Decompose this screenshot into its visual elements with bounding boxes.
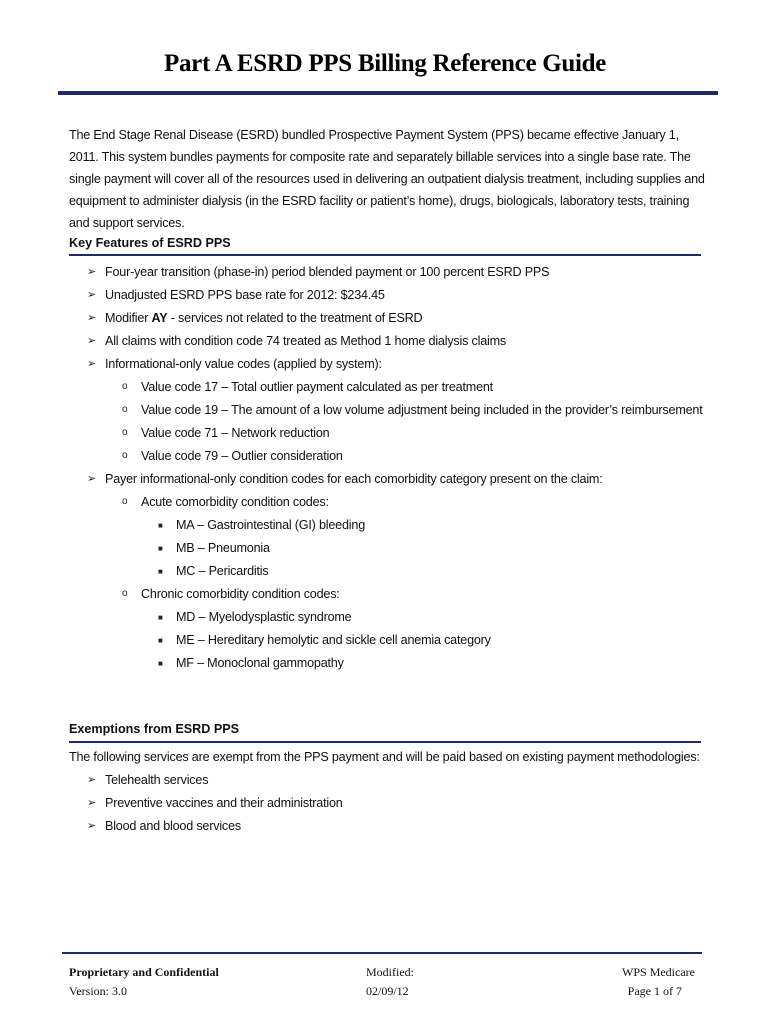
arrow-bullet-icon: ➢ [87, 774, 97, 786]
arrow-bullet-icon: ➢ [87, 358, 97, 370]
list-item [105, 310, 422, 326]
footer-modified-date: 02/09/12 [366, 984, 409, 998]
list-item: MC – Pericarditis [176, 564, 269, 578]
arrow-bullet-icon: ➢ [87, 797, 97, 809]
list-item: MD – Myelodysplastic syndrome [176, 610, 352, 624]
exemptions-heading: Exemptions from ESRD PPS [69, 722, 240, 736]
list-item: Value code 79 – Outlier consideration [141, 449, 343, 463]
square-bullet-icon: ■ [158, 521, 163, 530]
list-item: Acute comorbidity condition codes: [141, 495, 329, 509]
list-item: Four-year transition (phase-in) period blended payment or 100 percent ESRD PPS [105, 265, 550, 279]
key-features-divider [69, 254, 701, 256]
key-features-heading: Key Features of ESRD PPS [69, 236, 231, 250]
arrow-bullet-icon: ➢ [87, 312, 97, 324]
list-item: ME – Hereditary hemolytic and sickle cell anemia category [176, 633, 491, 647]
list-item: Value code 17 – Total outlier payment calculated as per treatment [141, 380, 493, 394]
arrow-bullet-icon: ➢ [87, 289, 97, 301]
exemptions-divider [69, 741, 701, 743]
circle-bullet-icon: o [122, 588, 128, 599]
list-item: Telehealth services [105, 773, 209, 787]
footer-page-number: Page 1 of 7 [627, 984, 682, 998]
circle-bullet-icon: o [122, 427, 128, 438]
circle-bullet-icon: o [122, 496, 128, 507]
modifier-prefix: Modifier [105, 311, 152, 325]
list-item: Value code 19 – The amount of a low volume adjustment being included in the provider’s reimbursement [141, 403, 703, 417]
list-item: Unadjusted ESRD PPS base rate for 2012: $234.45 [105, 288, 385, 302]
footer-version: Version: 3.0 [69, 984, 127, 998]
list-item: Informational-only value codes (applied by system): [105, 357, 382, 371]
list-item: Payer informational-only condition codes for each comorbidity category present on the claim: [105, 472, 603, 486]
square-bullet-icon: ■ [158, 636, 163, 645]
title-divider [58, 91, 718, 95]
modifier-suffix: - services not related to the treatment of ESRD [167, 311, 423, 325]
modifier-code: AY [151, 311, 168, 325]
square-bullet-icon: ■ [158, 613, 163, 622]
square-bullet-icon: ■ [158, 659, 163, 668]
list-item: Value code 71 – Network reduction [141, 426, 330, 440]
list-item: MA – Gastrointestinal (GI) bleeding [176, 518, 365, 532]
arrow-bullet-icon: ➢ [87, 820, 97, 832]
footer-confidential: Proprietary and Confidential [69, 965, 219, 979]
circle-bullet-icon: o [122, 404, 128, 415]
list-item: All claims with condition code 74 treated as Method 1 home dialysis claims [105, 334, 506, 348]
square-bullet-icon: ■ [158, 567, 163, 576]
list-item: Preventive vaccines and their administration [105, 796, 343, 810]
arrow-bullet-icon: ➢ [87, 473, 97, 485]
footer-divider [62, 952, 702, 954]
footer-company: WPS Medicare [622, 965, 695, 979]
footer-modified-label: Modified: [366, 965, 414, 979]
circle-bullet-icon: o [122, 450, 128, 461]
circle-bullet-icon: o [122, 381, 128, 392]
list-item: Blood and blood services [105, 819, 241, 833]
list-item: MF – Monoclonal gammopathy [176, 656, 344, 670]
page-title: Part A ESRD PPS Billing Reference Guide [164, 50, 606, 77]
arrow-bullet-icon: ➢ [87, 266, 97, 278]
intro-paragraph: The End Stage Renal Disease (ESRD) bundled Prospective Payment System (PPS) became effective January 1, 2011. This system bundles payments for composite rate and separately billable services into a single base rate. The single payment will cover all of the resources used in delivering an outpatient dialysis treatment, including supplies and equipment to administer dialysis (in the ESRD facility or patient’s home), drugs, biologicals, laboratory tests, training and support services. [69, 128, 705, 230]
list-item: Chronic comorbidity condition codes: [141, 587, 340, 601]
list-item: MB – Pneumonia [176, 541, 270, 555]
exemptions-intro: The following services are exempt from the PPS payment and will be paid based on existing payment methodologies: [69, 750, 700, 764]
square-bullet-icon: ■ [158, 544, 163, 553]
arrow-bullet-icon: ➢ [87, 335, 97, 347]
